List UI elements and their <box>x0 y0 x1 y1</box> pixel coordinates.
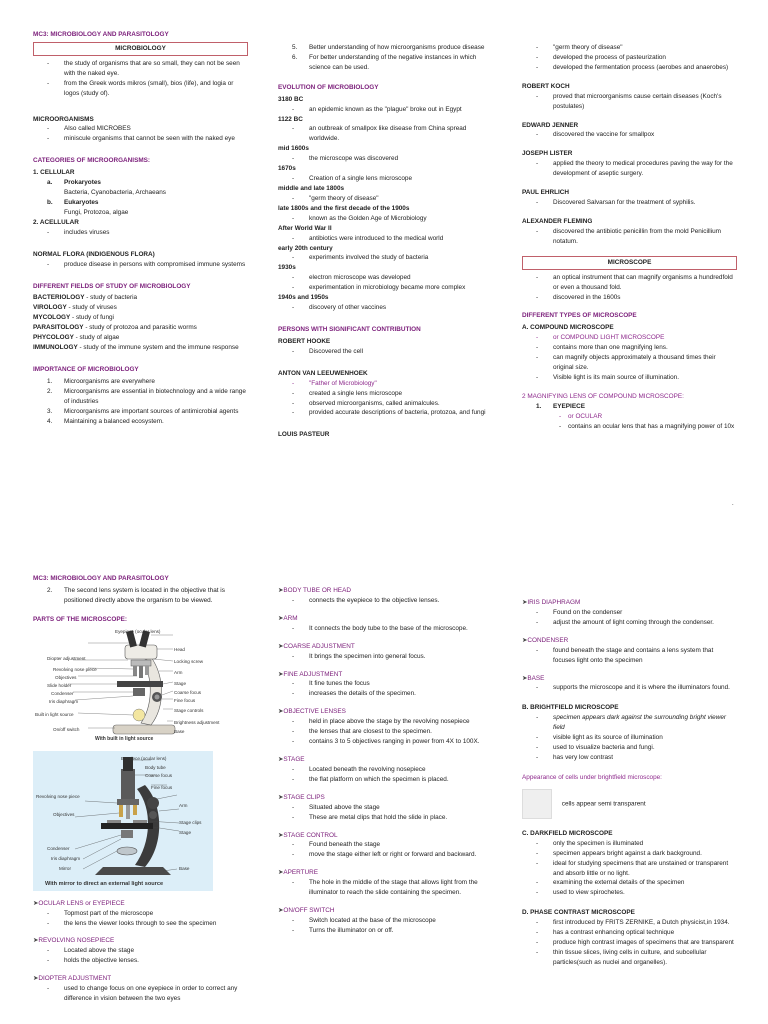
timeline-date: 3180 BC <box>278 95 304 103</box>
list-text: Better understanding of how microorganisms produce disease <box>309 44 485 51</box>
field-row <box>33 323 248 333</box>
list-item: - the lenses that are closest to the specimen. <box>278 727 488 737</box>
diagram-label: Condenser <box>47 845 70 851</box>
list-item: - move the stage either left or right or forward and backward. <box>278 850 488 860</box>
person-name: ANTON VAN LEEUWENHOEK <box>278 369 368 377</box>
timeline-date: late 1800s and the first decade of the 1900s <box>278 204 410 212</box>
list-item: - Discovered Salvarsan for the treatment of syphilis. <box>522 198 737 208</box>
list-item: - Creation of a single lens microscope <box>278 174 488 184</box>
diagram-label: On/off switch <box>53 726 80 732</box>
list-item: - applied the theory to medical procedures paving the way for the development of aseptic surgery. <box>522 159 737 179</box>
list-text: Microorganisms are essential in biotechnology and a wide range of industries <box>64 387 246 405</box>
list-item: - contains an ocular lens that has a magnifying power of 10x <box>522 422 737 432</box>
timeline-date: 1940s and 1950s <box>278 294 329 302</box>
field-def: - study of algae <box>73 334 120 342</box>
list-marker: b. <box>47 198 53 206</box>
field-def: - study of protozoa and parasitic worms <box>83 324 197 332</box>
list-item: - visible light as its source of illumination <box>522 733 737 743</box>
list-item: - Discovered the cell <box>278 347 488 357</box>
part-name: ➤ STAGE CLIPS <box>278 793 488 803</box>
diagram-label: Objectives <box>55 674 77 680</box>
diagram-caption: With built in light source <box>95 735 154 742</box>
list-item: - used to view spirochetes. <box>522 888 737 898</box>
diagram-label: Built in light source <box>35 711 74 717</box>
list-number: 1. <box>47 377 53 385</box>
list-item: - increases the details of the specimen. <box>278 689 488 699</box>
microscope-diagram-mirror <box>33 751 213 891</box>
field-term: VIROLOGY <box>33 304 67 312</box>
list-item: - It fine tunes the focus <box>278 679 488 689</box>
subsection-title: 2 MAGNIFYING LENS OF COMPOUND MICROSCOPE: <box>522 392 684 400</box>
person-name: ROBERT KOCH <box>522 82 570 90</box>
list-item: - specimen appears bright against a dark background. <box>522 849 737 859</box>
category: 1. CELLULAR <box>33 169 75 177</box>
subsection-title: A. COMPOUND MICROSCOPE <box>522 324 614 332</box>
page2-column-3 <box>522 590 737 968</box>
list-item <box>278 53 488 73</box>
person-name: LOUIS PASTEUR <box>278 431 330 439</box>
diagram-label: Revolving nose piece <box>53 666 97 672</box>
timeline-date: mid 1600s <box>278 145 309 153</box>
list-item: - produce disease in persons with compromised immune systems <box>33 260 248 270</box>
list-item: - held in place above the stage by the revolving nosepiece <box>278 717 488 727</box>
list-item <box>33 377 248 387</box>
part-name: ➤ COARSE ADJUSTMENT <box>278 642 488 652</box>
list-item: - thin tissue slices, living cells in culture, and subcellular particles(such as nuclei and organelles). <box>522 948 737 968</box>
list-item: - "Father of Microbiology" <box>278 379 488 389</box>
timeline-date: 1930s <box>278 264 296 272</box>
list-text: Maintaining a balanced ecosystem. <box>64 417 164 425</box>
diagram-label: Arm <box>179 802 188 808</box>
diagram-label: Brightness adjustment <box>174 719 220 725</box>
list-item: - antibiotics were introduced to the medical world <box>278 234 488 244</box>
part-name: ➤ OCULAR LENS or EYEPIECE <box>33 899 248 909</box>
list-item: - has very low contrast <box>522 753 737 763</box>
list-item: - Found on the condenser <box>522 608 737 618</box>
page-header: MC3: MICROBIOLOGY AND PARASITOLOGY <box>33 31 169 38</box>
section-title: PERSONS WITH SIGNIFICANT CONTRIBUTION <box>278 325 421 333</box>
list-item: - an epidemic known as the "plague" broke out in Egypt <box>278 105 488 115</box>
field-def: - study of viruses <box>66 304 117 312</box>
list-item: - "germ theory of disease" <box>522 43 737 53</box>
list-item: - includes viruses <box>33 228 248 238</box>
margin-mark: . <box>732 501 734 507</box>
parts-list <box>278 586 488 936</box>
list-item: - miniscule organisms that cannot be seen with the naked eye <box>33 134 248 144</box>
field-term: PARASITOLOGY <box>33 324 84 332</box>
diagram-label: Coarse focus <box>145 772 173 778</box>
timeline-date: 1122 BC <box>278 115 303 123</box>
list-item: - created a single lens microscope <box>278 389 488 399</box>
subsection-title: Appearance of cells under brightfield microscope: <box>522 773 662 781</box>
diagram-label: Fine focus <box>174 697 196 703</box>
diagram-label: Coarse focus <box>174 689 202 695</box>
section-title: NORMAL FLORA (INDIGENOUS FLORA) <box>33 250 155 258</box>
list-item: - Located beneath the revolving nosepiece <box>278 765 488 775</box>
list-item: - specimen appears dark against the surrounding bright viewer field <box>522 713 737 733</box>
list-marker: a. <box>47 179 53 187</box>
diagram-label: Mirror <box>59 865 71 871</box>
list-item: - or OCULAR <box>522 412 737 422</box>
part-name: ➤ BASE <box>522 674 737 684</box>
list-number: 2. <box>47 387 53 395</box>
list-item: - first introduced by FRITS ZERNIKE, a Dutch physicist,in 1934. <box>522 918 737 928</box>
list-item: - provided accurate descriptions of bacteria, protozoa, and fungi <box>278 408 488 418</box>
list-item: - Also called MICROBES <box>33 124 248 134</box>
list-item: - It brings the specimen into general focus. <box>278 652 488 662</box>
field-def: - study of bacteria <box>84 294 138 302</box>
list-item: - Found beneath the stage <box>278 840 488 850</box>
page2-column-1 <box>33 574 248 1004</box>
diagram-label: Stage controls <box>174 707 204 713</box>
part-name: ➤ ARM <box>278 614 488 624</box>
page-header: MC3: MICROBIOLOGY AND PARASITOLOGY <box>33 575 169 582</box>
list-item: - only the specimen is illuminated <box>522 839 737 849</box>
list-item: - holds the objective lenses. <box>33 956 248 966</box>
list-item: - from the Greek words mikros (small), bios (life), and logia or logos (study of). <box>33 79 248 99</box>
diagram-label: Iris diaphragm <box>49 698 79 704</box>
person-name: ROBERT HOOKE <box>278 337 331 345</box>
diagram-label: Eyepiece (ocular lens) <box>115 628 161 634</box>
list-text: Microorganisms are important sources of antimicrobial agents <box>64 407 239 415</box>
list-item: Fungi, Protozoa, algae <box>64 208 129 216</box>
microbiology-box: MICROBIOLOGY <box>33 42 248 56</box>
diagram-label: Locking screw <box>174 658 204 664</box>
list-item: - discovered the vaccine for smallpox <box>522 130 737 140</box>
list-item <box>33 417 248 427</box>
list-item: - adjust the amount of light coming through the condenser. <box>522 618 737 628</box>
diagram-label: Body tube <box>145 764 166 770</box>
part-name: ➤ APERTURE <box>278 868 488 878</box>
list-item: - can magnify objects approximately a thousand times their original size. <box>522 353 737 373</box>
diagram-label: Head <box>174 646 185 652</box>
list-item: - used to change focus on one eyepiece in order to correct any difference in vision between the two eyes <box>33 984 248 1004</box>
list-item: - contains 3 to 5 objectives ranging in power from 4X to 100X. <box>278 737 488 747</box>
list-item: - known as the Golden Age of Microbiology <box>278 214 488 224</box>
subsection-title: B. BRIGHTFIELD MICROSCOPE <box>522 704 619 712</box>
diagram-label: Base <box>179 865 190 871</box>
field-term: MYCOLOGY <box>33 314 71 322</box>
diagram-label: Arm <box>174 669 183 675</box>
part-name: ➤ CONDENSER <box>522 636 737 646</box>
part-name: ➤ IRIS DIAPHRAGM <box>522 598 737 608</box>
field-term: IMMUNOLOGY <box>33 344 78 352</box>
part-name: ➤ FINE ADJUSTMENT <box>278 670 488 680</box>
list-text: For better understanding of the negative instances in which science can be used. <box>309 53 477 71</box>
list-item: - the microscope was discovered <box>278 154 488 164</box>
part-name: ➤ STAGE <box>278 755 488 765</box>
list-item: - an outbreak of smallpox like disease from China spread worldwide. <box>278 124 488 144</box>
list-item: - Switch located at the base of the microscope <box>278 916 488 926</box>
list-item <box>33 178 248 188</box>
list-item: - used to visualize bacteria and fungi. <box>522 743 737 753</box>
list-number: 3. <box>47 407 53 415</box>
list-marker: 2. <box>47 586 53 594</box>
part-name: ➤ DIOPTER ADJUSTMENT <box>33 974 248 984</box>
person-name: PAUL EHRLICH <box>522 189 569 197</box>
field-term: PHYCOLOGY <box>33 334 74 342</box>
diagram-label: Diopter adjustment <box>47 655 86 661</box>
list-item-text: Eukaryotes <box>64 198 99 206</box>
timeline-date: early 20th century <box>278 244 333 252</box>
field-row <box>33 343 248 353</box>
list-marker: 1. <box>536 402 542 410</box>
section-title: IMPORTANCE OF MICROBIOLOGY <box>33 365 139 373</box>
list-item: - Located above the stage <box>33 946 248 956</box>
list-number: 6. <box>292 53 298 61</box>
list-item-text: Prokaryotes <box>64 179 101 187</box>
diagram-caption: With mirror to direct an external light source <box>45 880 164 887</box>
list-item: - the study of organisms that are so small, they can not be seen with the naked eye. <box>33 59 248 79</box>
diagram-label: Base <box>174 728 185 734</box>
list-item <box>278 43 488 53</box>
diagram-label: Eyepiece (ocular lens) <box>121 755 167 761</box>
list-item: - experiments involved the study of bacteria <box>278 253 488 263</box>
part-name: ➤ BODY TUBE OR HEAD <box>278 586 488 596</box>
list-item-text: The second lens system is located in the objective that is positioned directly above the organism to be viewed. <box>64 586 225 604</box>
section-title: CATEGORIES OF MICROORGANISMS: <box>33 157 151 165</box>
microscope-box: MICROSCOPE <box>522 256 737 270</box>
section-title: MICROORGANISMS <box>33 115 94 123</box>
list-item: - ideal for studying specimens that are unstained or transparent and absorb little or no light. <box>522 859 737 879</box>
list-item: Bacteria, Cyanobacteria, Archaeans <box>64 189 166 197</box>
section-title: PARTS OF THE MICROSCOPE: <box>33 615 127 623</box>
list-item: - These are metal clips that hold the slide in place. <box>278 813 488 823</box>
list-item: - an optical instrument that can magnify organisms a hundredfold or even a thousand fold. <box>522 273 737 293</box>
diagram-label: Iris diaphragm <box>51 855 81 861</box>
field-row <box>33 303 248 313</box>
page2-column-2 <box>278 578 488 936</box>
list-number: 4. <box>47 417 53 425</box>
document-page-2 <box>0 566 768 1024</box>
list-item: - connects the eyepiece to the objective lenses. <box>278 596 488 606</box>
appearance-row <box>522 789 737 819</box>
person-name: EDWARD JENNER <box>522 121 579 129</box>
list-item-text: EYEPIECE <box>553 402 585 410</box>
list-number: 5. <box>292 44 298 51</box>
part-name: ➤ REVOLVING NOSEPIECE <box>33 936 248 946</box>
person-name: ALEXANDER FLEMING <box>522 217 593 225</box>
list-item: - or COMPOUND LIGHT MICROSCOPE <box>522 333 737 343</box>
section-title: EVOLUTION OF MICROBIOLOGY <box>278 83 379 91</box>
diagram-label: Stage <box>174 680 187 686</box>
diagram-label: Slide holder <box>47 682 72 688</box>
field-def: - study of fungi <box>70 314 114 322</box>
appearance-text: cells appear semi transparent <box>561 800 646 808</box>
subsection-title: D. PHASE CONTRAST MICROSCOPE <box>522 909 635 917</box>
list-item: - produce high contrast images of specimens that are transparent <box>522 938 737 948</box>
list-item: - The hole in the middle of the stage that allows light from the illuminator to reach the slide containing the specimen. <box>278 878 488 898</box>
field-row <box>33 293 248 303</box>
category: 2. ACELLULAR <box>33 218 79 226</box>
parts-list <box>522 598 737 693</box>
list-item: - observed microorganisms, called animalcules. <box>278 399 488 409</box>
list-item: - Turns the illuminator on or off. <box>278 926 488 936</box>
brightfield-cells-image <box>522 789 552 819</box>
list-item: - Visible light is its main source of illumination. <box>522 373 737 383</box>
list-item <box>33 198 248 208</box>
list-item <box>522 402 737 412</box>
diagram-label: Revolving nose piece <box>36 793 80 799</box>
list-item: - Situated above the stage <box>278 803 488 813</box>
list-text: Microorganisms are everywhere <box>64 377 155 385</box>
page1-column-2 <box>278 43 488 440</box>
list-item: - found beneath the stage and contains a lens system that focuses light onto the specimen <box>522 646 737 666</box>
list-item: - "germ theory of disease" <box>278 194 488 204</box>
parts-list <box>33 899 248 1004</box>
timeline-date: After World War II <box>278 224 332 232</box>
list-item: - It connects the body tube to the base of the microscope. <box>278 624 488 634</box>
part-name: ➤ STAGE CONTROL <box>278 831 488 841</box>
part-name: ➤ ON/OFF SWITCH <box>278 906 488 916</box>
list-item <box>33 586 248 606</box>
list-item: - electron microscope was developed <box>278 273 488 283</box>
list-item: - proved that microorganisms cause certain diseases (Koch's postulates) <box>522 92 737 112</box>
list-item: - discovered the antibiotic penicillin from the mold Penicillium notatum. <box>522 227 737 247</box>
list-item: - developed the process of pasteurization <box>522 53 737 63</box>
list-item: - examining the external details of the specimen <box>522 878 737 888</box>
field-row <box>33 313 248 323</box>
list-item <box>33 407 248 417</box>
list-item: - the flat platform on which the specimen is placed. <box>278 775 488 785</box>
timeline-date: 1670s <box>278 165 296 173</box>
list-item: - discovered in the 1600s <box>522 293 737 303</box>
list-item: - developed the fermentation process (aerobes and anaerobes) <box>522 63 737 73</box>
field-def: - study of the immune system and the immune response <box>77 344 239 352</box>
field-row <box>33 333 248 343</box>
page1-column-1 <box>33 30 248 427</box>
list-item: - Topmost part of the microscope <box>33 909 248 919</box>
list-item: - experimentation in microbiology became more complex <box>278 283 488 293</box>
timeline-date: middle and late 1800s <box>278 184 345 192</box>
section-title: DIFFERENT FIELDS OF STUDY OF MICROBIOLOGY <box>33 282 191 290</box>
field-term: BACTERIOLOGY <box>33 294 85 302</box>
list-item: - discovery of other vaccines <box>278 303 488 313</box>
evolution-timeline <box>278 95 488 313</box>
list-item: - contains more than one magnifying lens. <box>522 343 737 353</box>
page1-column-3 <box>522 43 737 432</box>
list-item: - has a contrast enhancing optical technique <box>522 928 737 938</box>
diagram-label: Stage clips <box>179 819 202 825</box>
section-title: DIFFERENT TYPES OF MICROSCOPE <box>522 312 637 320</box>
list-item: - supports the microscope and it is where the illuminators found. <box>522 683 737 693</box>
part-name: ➤ OBJECTIVE LENSES <box>278 707 488 717</box>
diagram-label: Condenser <box>51 690 74 696</box>
list-item: - the lens the viewer looks through to see the specimen <box>33 919 248 929</box>
diagram-label: Fine focus <box>151 784 173 790</box>
person-name: JOSEPH LISTER <box>522 150 573 158</box>
subsection-title: C. DARKFIELD MICROSCOPE <box>522 829 613 837</box>
diagram-label: Objectives <box>53 811 75 817</box>
list-item <box>33 387 248 407</box>
diagram-label: Stage <box>179 829 192 835</box>
microscope-diagram-builtin <box>33 627 243 747</box>
